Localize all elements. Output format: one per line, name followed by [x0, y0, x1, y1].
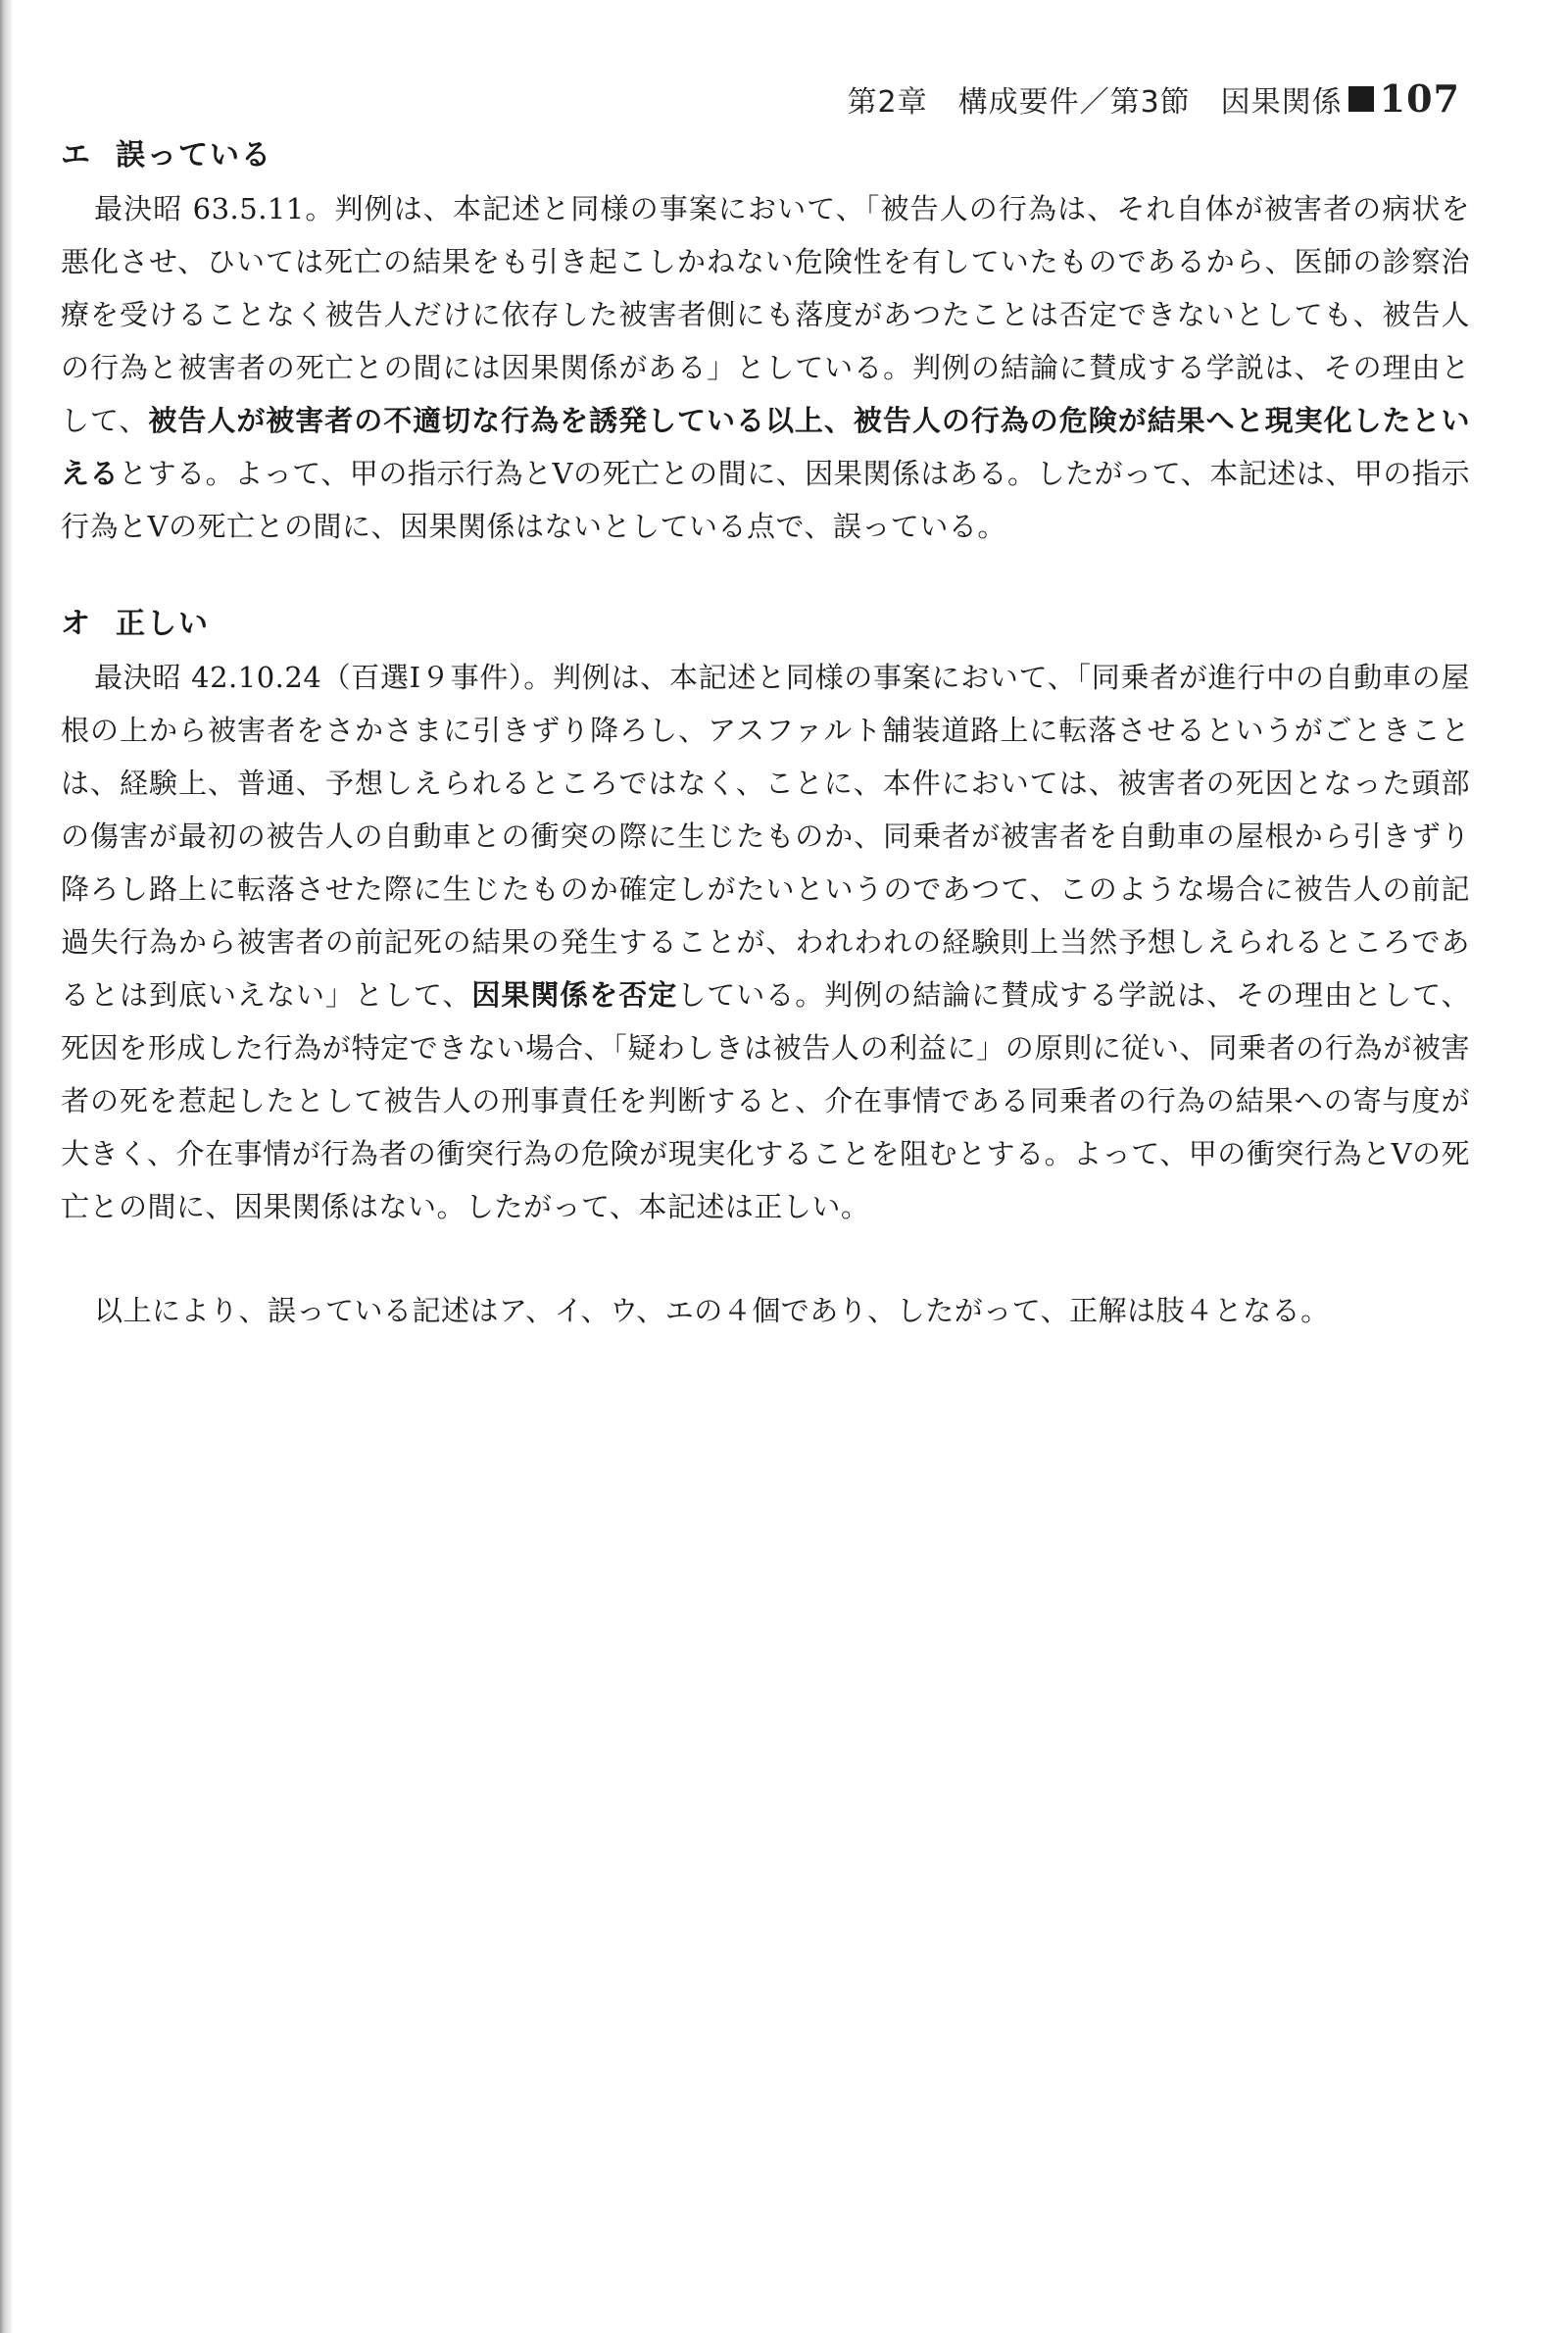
- section-heading: [61, 135, 1470, 176]
- paragraph-text: とする。よって、甲の指示行為とVの死亡との間に、因果関係はある。したがって、本記述は、甲の指示行為とVの死亡との間に、因果関係はないとしている点で、誤っている。: [61, 457, 1470, 543]
- section-paragraph: [61, 182, 1470, 553]
- section-o: [61, 604, 1470, 1233]
- section-letter: オ: [61, 607, 92, 641]
- paragraph-text: している。判例の結論に賛成する学説は、その理由として、死因を形成した行為が特定できない場合、「疑わしきは被告人の利益に」の原則に従い、同乗者の行為が被害者の死を惹起したとして被告人の刑事責任を判断すると、介在事情である同乗者の行為の結果への寄与度が大きく、介在事情が行為者の衝突行為の危険が現実化することを阻むとする。よって、甲の衝突行為とVの死亡との間に、因果関係はない。したがって、本記述は正しい。: [61, 978, 1471, 1223]
- square-marker-icon: [1348, 86, 1374, 112]
- paragraph-text: 最決昭 63.5.11。判例は、本記述と同様の事案において、「被告人の行為は、それ自体が被害者の病状を悪化させ、ひいては死亡の結果をも引き起こしかねない危険性を有していたものであるから、医師の診察治療を受けることなく被告人だけに依存した被害者側にも落度があつたことは否定できないとしても、被告人の行為と被害者の死亡との間には因果関係がある」としている。判例の結論に賛成する学説は、その理由として、: [61, 192, 1470, 437]
- emphasized-text: 被告人が被害者の不適切な行為を誘発している以上、被告人の行為の危険が結果へと現実化したといえる: [61, 404, 1470, 490]
- section-heading: [61, 604, 1470, 645]
- running-title: 第2章 構成要件／第3節 因果関係: [847, 84, 1343, 120]
- running-head: [847, 76, 1460, 121]
- section-letter: エ: [61, 138, 92, 173]
- section-paragraph: [61, 651, 1470, 1233]
- conclusion-paragraph: 以上により、誤っている記述はア、イ、ウ、エの４個であり、したがって、正解は肢４となる。: [94, 1294, 1330, 1327]
- page-body: [61, 135, 1470, 1337]
- emphasized-text: 因果関係を否定: [471, 978, 678, 1012]
- section-e: [61, 135, 1470, 553]
- page-number: 107: [1379, 76, 1460, 121]
- section-verdict: 誤っている: [116, 138, 272, 173]
- paragraph-text: 最決昭 42.10.24（百選Ⅰ９事件）。判例は、本記述と同様の事案において、「同乗者が進行中の自動車の屋根の上から被害者をさかさまに引きずり降ろし、アスファルト舗装道路上に転落させるというがごときことは、経験上、普通、予想しえられるところではなく、ことに、本件においては、被害者の死因となった頭部の傷害が最初の被告人の自動車との衝突の際に生じたものか、同乗者が被害者を自動車の屋根から引きずり降ろし路上に転落させた際に生じたものか確定しがたいというのであつて、このような場合に被告人の前記過失行為から被害者の前記死の結果の発生することが、われわれの経験則上当然予想しえられるところであるとは到底いえない」として、: [61, 661, 1470, 1012]
- page-edge-shadow: [0, 0, 12, 2333]
- section-verdict: 正しい: [116, 607, 210, 641]
